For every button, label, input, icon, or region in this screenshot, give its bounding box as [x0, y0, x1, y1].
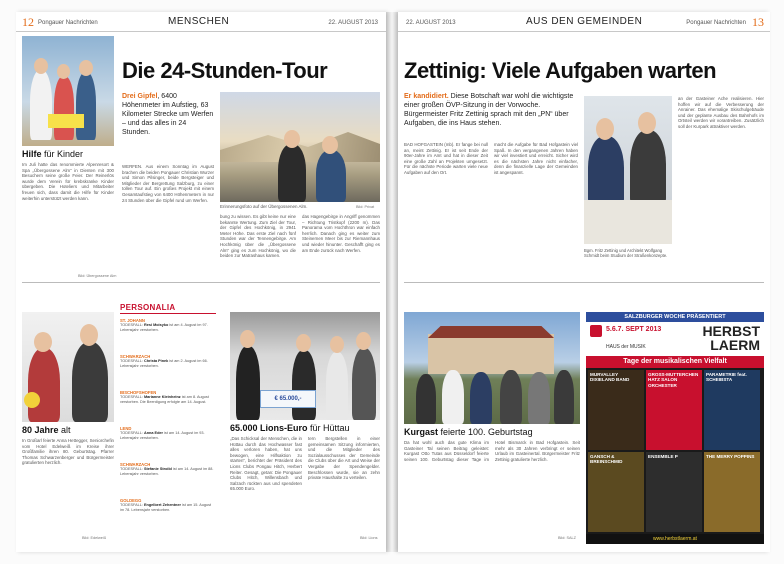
- personalia-item: [120, 390, 216, 405]
- issue-date: 22. AUGUST 2013: [328, 20, 378, 26]
- ad-band-name: MURVALLEY DIXIELAND BAND: [590, 372, 630, 383]
- personalia-item: [120, 426, 216, 441]
- zettinig-caption: Bgm. Fritz Zettinig und Architekt Wolfgang Schmidt beim Studium der Straßenkonzepte.: [584, 248, 668, 259]
- donation-check: € 65.000,-: [260, 390, 316, 408]
- ad-band-tile: [646, 370, 702, 450]
- kurgast-photo: [404, 312, 580, 424]
- personalia-type: TODESFALL:: [120, 359, 143, 363]
- personalia-text: ist am 8. August verstorben. Die Beerdigung erfolgte am 14. August.: [120, 395, 209, 404]
- ad-band-name: PARAMETRIE feat. SCHEIBSTA: [706, 372, 747, 383]
- lions-photo: [230, 312, 380, 420]
- personalia-name: Engelbert Zehentner: [144, 503, 181, 507]
- personalia-name: Anna Eder: [144, 431, 163, 435]
- lions-column-1: „Das Schicksal der Menschen, die in Hüttau durch das Hochwasser fast alles verloren haben, hat uns bewogen, eine Hilfsaktion zu starten“, berichtet der Präsident des Lions Clubs Pongau Hitch, Herbert Reiter. Gesagt, getan: Die Pongauer Clubs Hitch, Willensbach und Salzach rückten aus und spendeten 65.000 Euro.: [230, 436, 302, 492]
- zettinig-column-2: macht die Aufgabe für Bad Hofgastein viel Spaß. In den vergangenen Jahren haben wir viel investiert und erreicht. Sicher wird es die nächsten Jahre nicht einfacher, denn die finanzielle Lage der Gemeinden ist angespannt.: [494, 142, 578, 175]
- zettinig-photo: [584, 96, 672, 244]
- ad-band-tile: [704, 452, 760, 532]
- tour-lead: Drei Gipfel, 6400 Höhenmeter im Aufstieg, 63 Kilometer Strecke um Werfen – und das alles in 24 Stunden.: [122, 93, 214, 136]
- right-page: [398, 12, 770, 552]
- personalia-place: BISCHOFSHOFEN: [120, 390, 157, 395]
- personalia-name: Stefanie Stroibl: [144, 467, 172, 471]
- tour-headline: Die 24-Stunden-Tour: [122, 58, 328, 83]
- kids-body: Im Juli hatte das renommierte Alpenresort & Spa „Übergossene Alm“ in Dienten mit 300 Besuchern seine große Feier. Der Reinerlös wurde dem Verein für krebskranke Kinder übergeben. Die Hoteliers und Mitarbeiter freuen sich, dass damit die Hilfe für Kinder weiterhin unterstützt werden kann.: [22, 162, 114, 201]
- personalia-item: [120, 354, 216, 369]
- left-page: [16, 12, 386, 552]
- ad-band-tile: [588, 452, 644, 532]
- personalia-item: [120, 498, 216, 513]
- kids-photo: [22, 36, 114, 146]
- personalia-text: ist am 14. August im 93. Lebensjahr verstorben.: [120, 431, 205, 440]
- ad-band-tile: [704, 370, 760, 450]
- ad-date: 5.6.7. SEPT 2013: [606, 326, 662, 333]
- tour-photo-credit: Bild: Privat: [356, 205, 375, 209]
- personalia-text: ist am 14. August im 88. Lebensjahr verstorben.: [120, 467, 214, 476]
- ad-venue: HAUS der MUSIK: [606, 344, 646, 350]
- zettinig-column-3: an der Gasteiner Ache realisieren. Hier hoffen wir auf die Verbesserung der Anrainer. Das ehemalige Skischulgebäude und der geplante Ausbau des Bahnhofs im Ortsteil werden wir vorantreiben. Zusätzlich soll der Kurpark attraktiver werden.: [678, 96, 764, 129]
- lions-column-2: tern Bergstellen in einer gemeinsamen Sitzung informierten, und die Mitglieder des Sozialausschusses der Gemeinde die Clubs über die Art und Weise der Vergabe der Spendengelder. Beschlossen wurde, sie an zehn private Haushalte zu verteilen.: [308, 436, 380, 481]
- zettinig-headline: Zettinig: Viele Aufgaben warten: [404, 58, 717, 83]
- tour-caption: Erinnerungsfoto auf der Übergossenen Alm.: [220, 204, 308, 209]
- section-divider: [404, 282, 764, 283]
- page-number: 13: [752, 15, 764, 29]
- ad-band-name: GANSCH & BREINSCHMID: [590, 454, 623, 465]
- right-folio: [398, 12, 770, 32]
- personalia-type: TODESFALL:: [120, 431, 143, 435]
- ad-band-tile: [646, 452, 702, 532]
- page-gutter: [386, 12, 398, 552]
- personalia-place: SCHWARZACH: [120, 354, 151, 359]
- personalia-name: Christa Pinek: [144, 359, 169, 363]
- tour-photo: [220, 92, 380, 202]
- ad-tagline: Tage der musikalischen Vielfalt: [586, 356, 764, 368]
- personalia-text: ist am 15. August im 78. Lebensjahr verstorben.: [120, 503, 212, 512]
- zettinig-column-1: BAD HOFGASTEIN (mb). Er fange bei null an, meint Zettinig. Er ist seit Ende der 90er-Jahre im Amt und hat in dieser Zeit eine große Zahl an Projekten umgesetzt. Für die nächste Periode warten viele neue Aufgaben auf den Ort.: [404, 142, 488, 175]
- ad-presenter: SALZBURGER WOCHE PRÄSENTIERT: [586, 312, 764, 322]
- birthday-headline: 80 Jahre alt: [22, 425, 71, 435]
- ad-logo-icon: [590, 325, 602, 337]
- personalia-type: TODESFALL:: [120, 503, 143, 507]
- tour-column-2: bung zu wissen. Es gibt keine nur eine bekannte Wertung. Zum Ziel der Tour, der Gipfel des Hochkönig, in 2941 Meter Höhe. Das erste Ziel nach fünf Stunden war der Tennengebirge. Am Hochkönig über die „Übergossene Alm“ ging es zum Hochkönig, wo die beiden zur Matrashaus kamen.: [220, 214, 296, 259]
- ad-band-name: THE MERRY POPPINS: [706, 454, 755, 459]
- personalia-type: TODESFALL:: [120, 323, 143, 327]
- section-title: MENSCHEN: [168, 16, 230, 27]
- ad-band-tile: [588, 370, 644, 450]
- section-divider: [22, 282, 380, 283]
- personalia-name: Marianne Kleinheinz: [144, 395, 181, 399]
- personalia-title: PERSONALIA: [120, 302, 216, 314]
- tour-column-1: WERFEN. Aus einem Sonntag im August brachen die beiden Pongauer Christian Wurzer und Simon Pilsinger, beide Bergsteiger und Mitglieder der Bergrettung Salzburg, zu einer tollen Tour auf. Ein großes Projekt mit einem Gesamtaufstieg von 6400 Höhenmetern in nur 24 Stunden über die Gipfel rund um Werfen.: [122, 164, 214, 203]
- personalia-name: Resi Moisyko: [144, 323, 169, 327]
- kurgast-headline: Kurgast feierte 100. Geburtstag: [404, 427, 533, 437]
- personalia-type: TODESFALL:: [120, 467, 143, 471]
- brand-name: Pongauer Nachrichten: [38, 20, 98, 26]
- personalia-text: ist am 4. August im 97. Lebensjahr verstorben.: [120, 323, 208, 332]
- kurgast-byline: Bild: SALZ: [558, 536, 576, 540]
- tour-column-3: das Hagengebirge in Angriff genommen – Richtung Tristkopf (2200 m). Das Panorama vom Hochthron war einfach herrlich. Danach ging es weiter zum Steinernen Meer bis zur Riemannhaus und wieder hinunter. Geschafft ging es am Ende zurück nach Werfen.: [302, 214, 380, 253]
- kurgast-body: Da hat wohl auch das gute Klima im Gasteiner Tal seinen Beitrag geleistet: Kurgast Otto Tutas aus Düsseldorf feierte seinen 100. Geburtstag dieser Tage im Hotel Bismarck in Bad Hofgastein. Seit mehr als 30 Jahren verbringt er seinen Urlaub im Gasteinertal. Bürgermeister Fritz Zettinig gratulierte herzlich.: [404, 440, 580, 462]
- brand-name: Pongauer Nachrichten: [686, 20, 746, 26]
- page-number: 12: [22, 15, 34, 29]
- zettinig-lead: Er kandidiert. Diese Botschaft war wohl die wichtigste einer großen ÖVP-Sitzung in der Vorwoche. Bürgermeister Fritz Zettinig sprach mit den „PN“ über Aufgaben, die ins Haus stehen.: [404, 93, 574, 127]
- left-folio: [16, 12, 386, 32]
- section-title: AUS DEN GEMEINDEN: [526, 16, 643, 27]
- birthday-photo: [22, 312, 114, 422]
- herbstlaerm-ad: [586, 312, 764, 544]
- birthday-body: In Großarl feierte Anna Hettegger, Seniorchefin vom Hotel Edelweiß im Kreise ihrer Großfamilie ihren 80. Geburtstag. Pfarrer Thomas Schwarzenberger und Bürgermeister gratulierten herzlich.: [22, 438, 114, 466]
- personalia-item: [120, 318, 216, 333]
- personalia-place: SCHWARZACH: [120, 462, 151, 467]
- ad-url: www.herbstlaerm.at: [586, 534, 764, 544]
- ad-band-name: ENSEMBLE P: [648, 454, 678, 459]
- personalia-item: [120, 462, 216, 477]
- personalia-text: ist am 2. August im 66. Lebensjahr verstorben.: [120, 359, 208, 368]
- ad-band-name: GROSS-MUTTERCHEN HATZ SALON ORCHESTER: [648, 372, 699, 388]
- lions-headline: 65.000 Lions-Euro für Hüttau: [230, 423, 350, 433]
- issue-date: 22. AUGUST 2013: [406, 20, 456, 26]
- kids-byline: Bild: Übergossene Alm: [78, 274, 117, 278]
- personalia-place: LEND: [120, 426, 132, 431]
- personalia-place: ST. JOHANN: [120, 318, 145, 323]
- birthday-byline: Bild: Edelweiß: [82, 536, 107, 540]
- ad-title-panel: [586, 322, 764, 356]
- personalia-type: TODESFALL:: [120, 395, 143, 399]
- lions-byline: Bild: Lions: [360, 536, 378, 540]
- ad-title: HERBST LAERM: [702, 323, 760, 353]
- kids-headline: Hilfe für Kinder: [22, 149, 84, 159]
- personalia-place: GOLDEGG: [120, 498, 142, 503]
